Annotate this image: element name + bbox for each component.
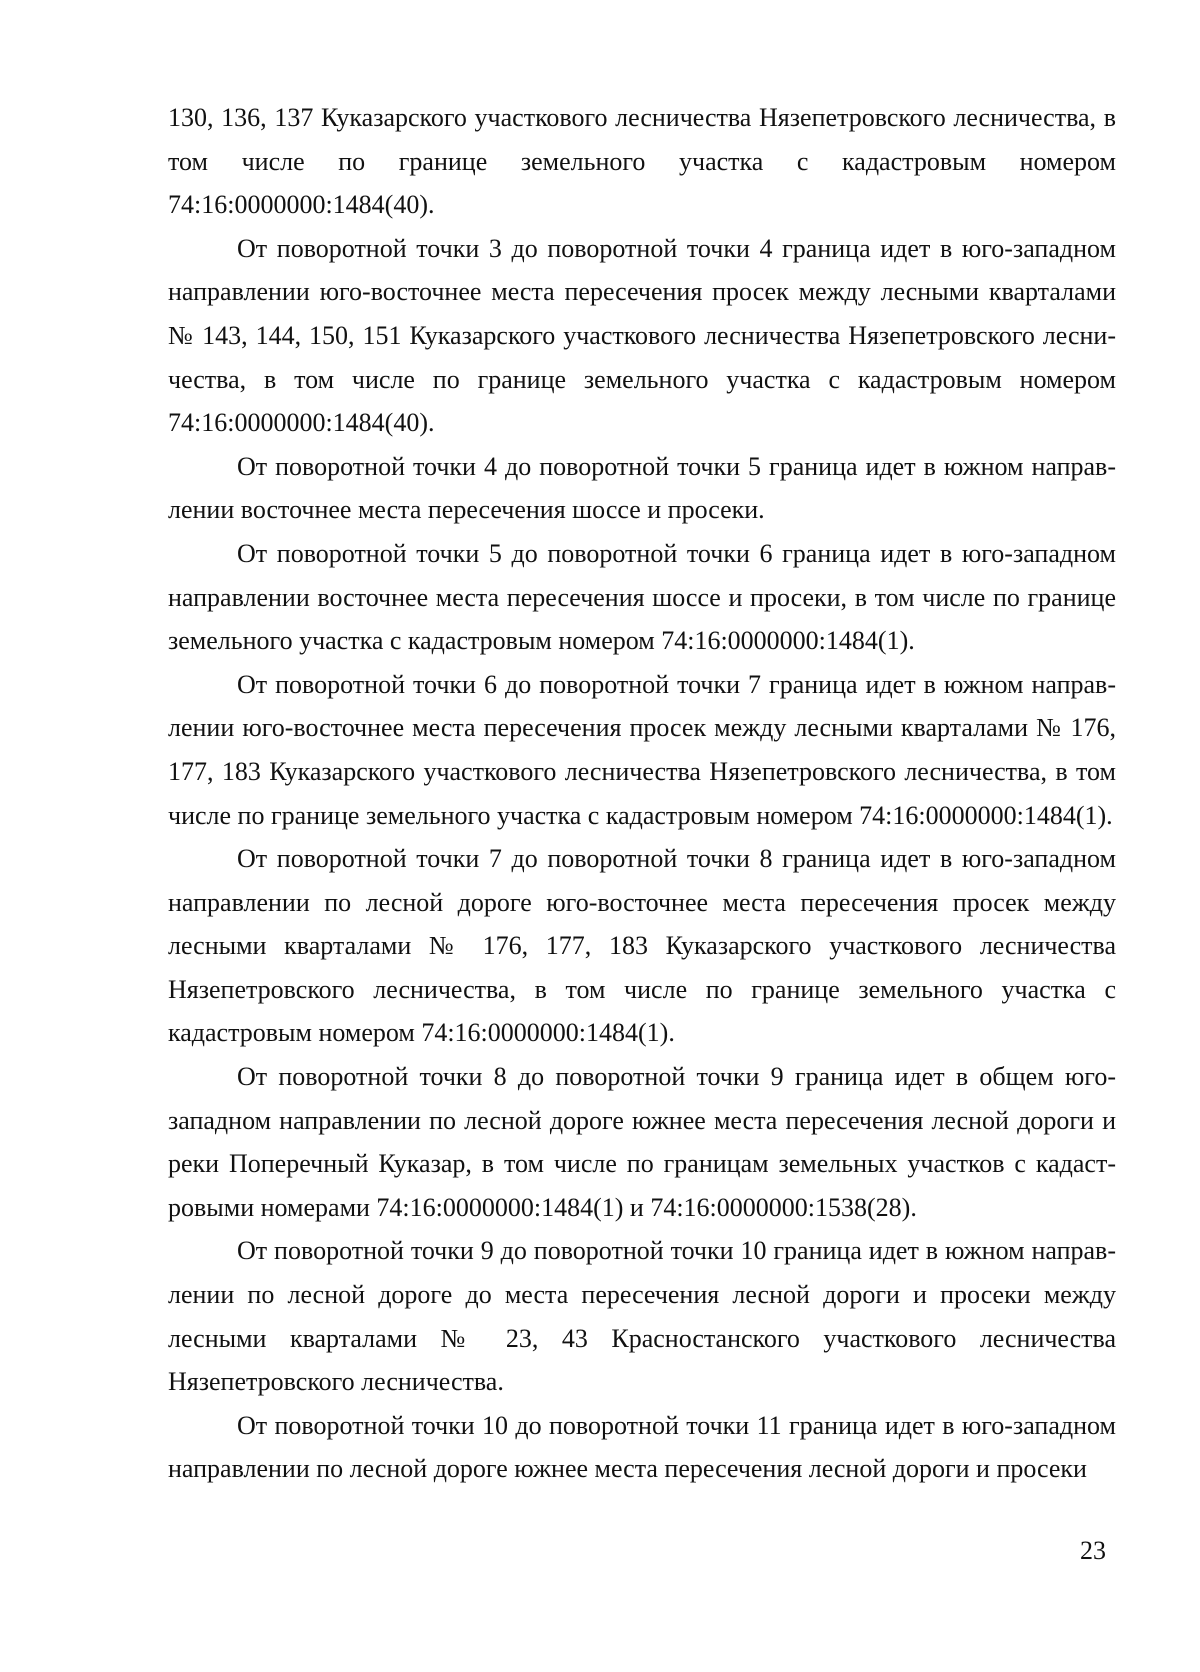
page-number: 23 bbox=[1080, 1536, 1106, 1565]
body-paragraph: От поворотной точки 10 до поворотной точки 11 граница идет в юго-западном направлении по лесной дороге южнее места пересечения лесной дороги и просеки bbox=[168, 1410, 1116, 1484]
body-paragraph: От поворотной точки 8 до поворотной точки 9 граница идет в общем юго-западном направлении по лесной дороге южнее места пересечения лесной дороги и реки Поперечный Куказар, в том числе по границам земельных участков с кадастровыми номерами 74:16:0000000:1484(1) и 74:16:0000000:1538(28). bbox=[168, 1062, 1116, 1222]
body-paragraph: От поворотной точки 7 до поворотной точки 8 граница идет в юго-западном направлении по лесной дороге юго-восточнее места пересечения просек между лесными кварталами № 176, 177, 183 Куказарского участкового лесничества Нязепетровского лесничества, в том числе по границе земельного участка с кадастровым номером 74:16:0000000:1484(1). bbox=[168, 844, 1116, 1048]
body-paragraph: От поворотной точки 9 до поворотной точки 10 граница идет в южном направлении по лесной дороге до места пересечения лесной дороги и просеки между лесными кварталами № 23, 43 Красностанского участкового лесничества Нязепетровского лесничества. bbox=[168, 1236, 1116, 1397]
body-paragraph: От поворотной точки 5 до поворотной точки 6 граница идет в юго-западном направлении восточнее места пересечения шоссе и просеки, в том числе по границе земельного участка с кадастровым номером 74:16:0000000:1484(1). bbox=[168, 538, 1116, 656]
body-paragraph: От поворотной точки 4 до поворотной точки 5 граница идет в южном направлении восточнее места пересечения шоссе и просеки. bbox=[168, 451, 1116, 525]
body-paragraph: 130, 136, 137 Куказарского участкового лесничества Нязепетровского лесничества, в том числе по границе земельного участка с кадастровым номером 74:16:0000000:1484(40). bbox=[168, 103, 1116, 220]
document-page bbox=[168, 96, 1116, 1491]
body-paragraph: От поворотной точки 3 до поворотной точки 4 граница идет в юго-западном направлении юго-восточнее места пересечения просек между лесными кварталами № 143, 144, 150, 151 Куказарского участкового лесничества Нязепетровского лесничества, в том числе по границе земельного участка с кадастровым номером 74:16:0000000:1484(40). bbox=[168, 233, 1116, 438]
body-paragraph: От поворотной точки 6 до поворотной точки 7 граница идет в южном направлении юго-восточнее места пересечения просек между лесными кварталами № 176, 177, 183 Куказарского участкового лесничества Нязепетровского лесничества, в том числе по границе земельного участка с кадастровым номером 74:16:0000000:1484(1). bbox=[168, 669, 1116, 830]
